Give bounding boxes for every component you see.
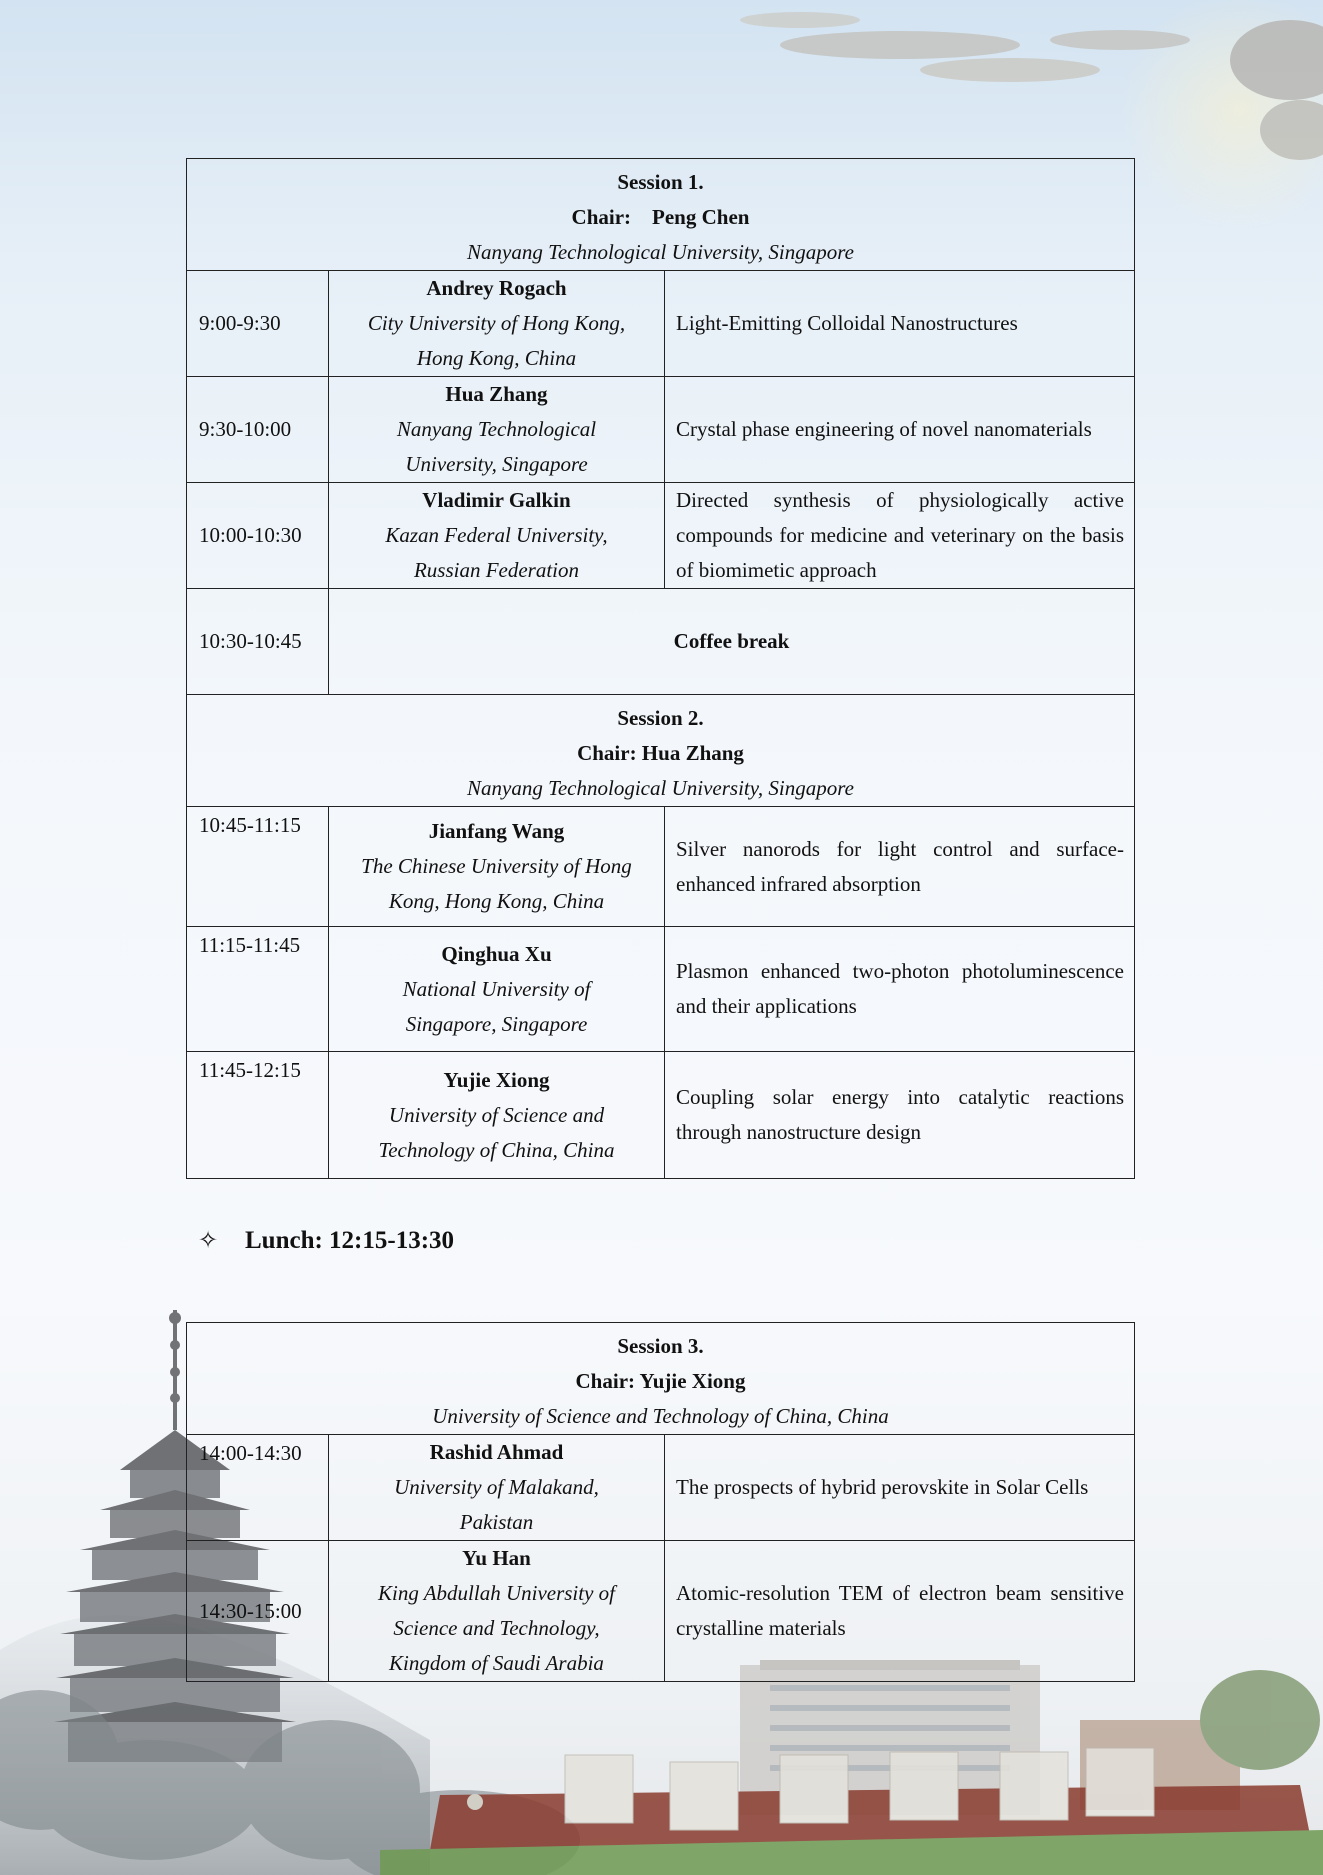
session-chair-affiliation: Nanyang Technological University, Singapore: [467, 776, 854, 800]
talk-title: Crystal phase engineering of novel nanomaterials: [665, 377, 1135, 483]
talk-time: 9:30-10:00: [187, 377, 329, 483]
table-row: [187, 807, 1135, 927]
table-row: [187, 271, 1135, 377]
talk-title: Light-Emitting Colloidal Nanostructures: [665, 271, 1135, 377]
speaker-affiliation: University, Singapore: [405, 452, 588, 476]
session-chair-affiliation: University of Science and Technology of China, China: [432, 1404, 889, 1428]
session-header: [187, 1323, 1135, 1435]
lunch-heading: [198, 1226, 454, 1255]
speaker-affiliation: Pakistan: [459, 1510, 534, 1534]
speaker-affiliation: City University of Hong Kong,: [367, 311, 626, 335]
talk-time: 9:00-9:30: [187, 271, 329, 377]
table-row: [187, 377, 1135, 483]
session-chair-affiliation: Nanyang Technological University, Singapore: [467, 240, 854, 264]
speaker-affiliation: Kazan Federal University,: [385, 523, 608, 547]
speaker-affiliation: King Abdullah University of: [377, 1581, 616, 1605]
speaker-affiliation: Kong, Hong Kong, China: [388, 889, 605, 913]
session-header: [187, 695, 1135, 807]
speaker-name: Rashid Ahmad: [429, 1440, 564, 1464]
speaker-name: Qinghua Xu: [441, 941, 552, 966]
session-heading: Session 1.: [617, 170, 704, 194]
speaker-affiliation: Russian Federation: [413, 558, 580, 582]
talk-time: 10:45-11:15: [187, 807, 329, 927]
talk-title: Directed synthesis of physiologically active compounds for medicine and veterinary on the basis of biomimetic approach: [665, 483, 1135, 589]
speaker-name: Andrey Rogach: [426, 276, 567, 300]
speaker-name: Yujie Xiong: [443, 1067, 550, 1092]
speaker-affiliation: University of Science and: [388, 1102, 605, 1127]
session-3-table: [186, 1322, 1135, 1682]
session-heading: Session 3.: [617, 1334, 704, 1358]
table-row: [187, 1052, 1135, 1179]
speaker-affiliation: University of Malakand,: [394, 1475, 599, 1499]
speaker-name: Jianfang Wang: [428, 819, 565, 843]
four-pointed-star-icon: ✧: [198, 1228, 219, 1254]
speaker-affiliation: Technology of China, China: [378, 1137, 615, 1162]
table-row: [187, 483, 1135, 589]
speaker-name: Vladimir Galkin: [422, 488, 571, 512]
talk-title: The prospects of hybrid perovskite in Solar Cells: [665, 1435, 1135, 1541]
table-row: [187, 1435, 1135, 1541]
speaker-affiliation: Science and Technology,: [393, 1616, 600, 1640]
session-1-table: [186, 158, 1135, 1179]
speaker-affiliation: Nanyang Technological: [396, 417, 597, 441]
lunch-label: Lunch: 12:15-13:30: [245, 1226, 455, 1254]
talk-title: Plasmon enhanced two-photon photoluminescence and their applications: [665, 927, 1135, 1052]
speaker-name: Yu Han: [462, 1546, 531, 1570]
table-row: [187, 927, 1135, 1052]
talk-title: Silver nanorods for light control and surface-enhanced infrared absorption: [665, 807, 1135, 927]
session-chair: Chair: Peng Chen: [571, 205, 750, 229]
table-row: [187, 1541, 1135, 1682]
break-label: Coffee break: [329, 589, 1135, 695]
talk-title: Atomic-resolution TEM of electron beam sensitive crystalline materials: [665, 1541, 1135, 1682]
break-time: 10:30-10:45: [187, 589, 329, 695]
speaker-name: Hua Zhang: [445, 382, 548, 406]
talk-time: 11:15-11:45: [187, 927, 329, 1052]
talk-title: Coupling solar energy into catalytic reactions through nanostructure design: [665, 1052, 1135, 1179]
speaker-affiliation: National University of: [402, 976, 591, 1001]
session-heading: Session 2.: [617, 706, 704, 730]
talk-time: 10:00-10:30: [187, 483, 329, 589]
talk-time: 14:30-15:00: [187, 1541, 329, 1682]
speaker-affiliation: Singapore, Singapore: [405, 1011, 588, 1036]
talk-time: 14:00-14:30: [187, 1435, 329, 1541]
session-header: [187, 159, 1135, 271]
speaker-affiliation: Hong Kong, China: [416, 346, 577, 370]
coffee-break-row: [187, 589, 1135, 695]
session-chair: Chair: Yujie Xiong: [575, 1369, 746, 1393]
session-chair: Chair: Hua Zhang: [577, 741, 744, 765]
speaker-affiliation: Kingdom of Saudi Arabia: [389, 1651, 604, 1675]
speaker-affiliation: The Chinese University of Hong: [361, 854, 632, 878]
talk-time: 11:45-12:15: [187, 1052, 329, 1179]
